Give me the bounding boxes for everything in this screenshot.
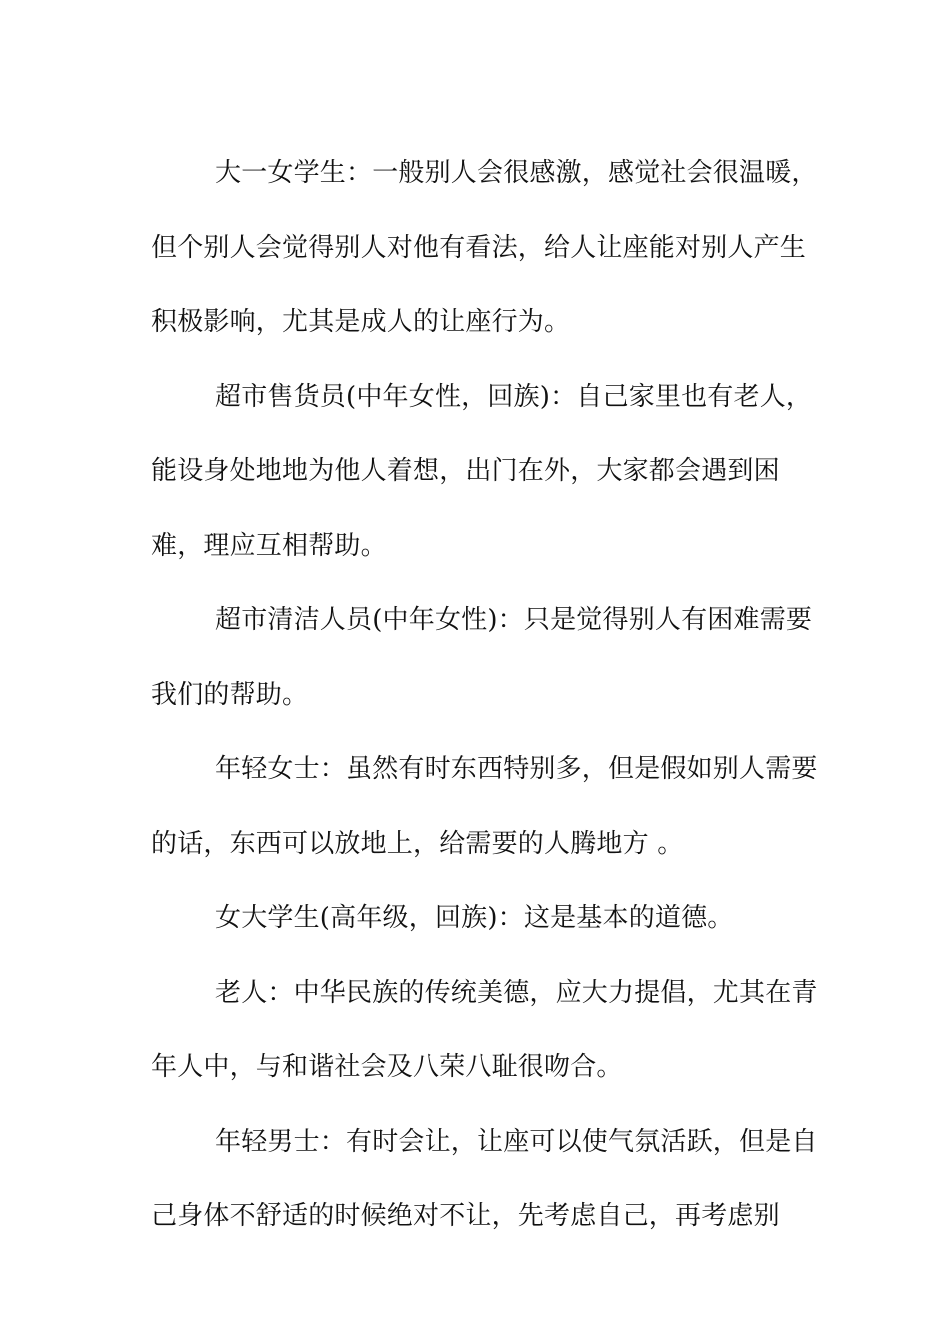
text-line: 超市售货员(中年女性，回族)：自己家里也有老人，: [215, 381, 813, 412]
text-line: 但个别人会觉得别人对他有看法，给人让座能对别人产生: [151, 232, 807, 263]
text-line: 能设身处地地为他人着想，出门在外，大家都会遇到困: [151, 456, 780, 486]
text-line: 大一女学生：一般别人会很感激，感觉社会很温暖，: [215, 158, 818, 188]
text-line: 年轻女士：虽然有时东西特别多，但是假如别人需要: [215, 754, 818, 784]
text-line: 超市清洁人员(中年女性)：只是觉得别人有困难需要: [215, 605, 813, 635]
text-line: 己身体不舒适的时候绝对不让，先考虑自己，再考虑别: [151, 1201, 780, 1231]
text-line: 我们的帮助。: [151, 679, 309, 710]
text-line: 老人：中华民族的传统美德，应大力提倡，尤其在青: [215, 977, 818, 1008]
text-line: 女大学生(高年级，回族)：这是基本的道德。: [215, 903, 734, 933]
text-line: 难，理应互相帮助。: [151, 530, 387, 561]
text-line: 年人中，与和谐社会及八荣八耻很吻合。: [151, 1052, 623, 1082]
document-body: [151, 136, 818, 1254]
text-line: 的话，东西可以放地上，给需要的人腾地方 。: [151, 828, 684, 859]
text-line: 积极影响，尤其是成人的让座行为。: [151, 307, 571, 337]
text-line: 年轻男士：有时会让，让座可以使气氛活跃，但是自: [215, 1126, 818, 1157]
